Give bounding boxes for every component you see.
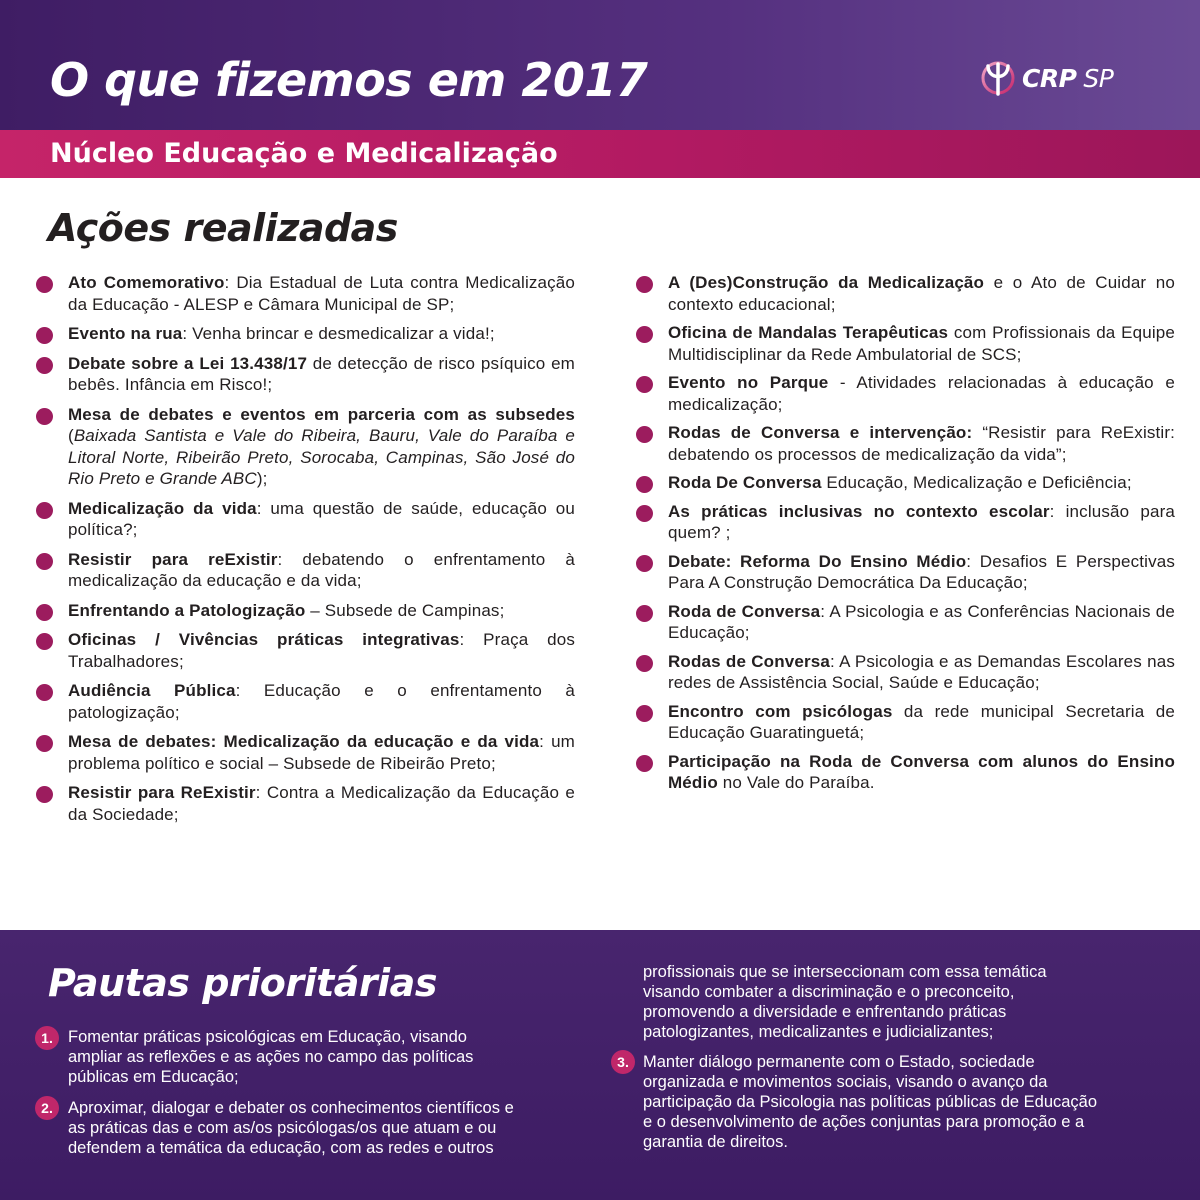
pauta-text	[68, 1027, 473, 1087]
item-title: Oficinas / Vivências práticas integrativas	[68, 630, 460, 649]
list-item	[668, 751, 1175, 794]
item-title: As práticas inclusivas no contexto escolar	[668, 501, 1050, 521]
item-title: Evento na rua	[68, 324, 183, 343]
bullet-icon	[636, 605, 653, 622]
pauta-number-badge: 2.	[35, 1096, 59, 1120]
item-title: Debate: Reforma Do Ensino Médio	[668, 551, 967, 571]
pautas-heading: Pautas prioritárias	[48, 961, 437, 1005]
list-item	[668, 272, 1175, 315]
item-title: Roda De Conversa	[668, 473, 822, 492]
list-item	[668, 322, 1175, 365]
bullet-icon	[36, 684, 53, 701]
bullet-icon	[636, 326, 653, 343]
item-text: );	[256, 469, 268, 488]
list-item	[68, 600, 575, 622]
pauta-line: públicas em Educação;	[68, 1068, 239, 1086]
pauta-line: organizada e movimentos sociais, visando o avanço da	[643, 1073, 1048, 1091]
list-item	[68, 731, 575, 774]
list-item	[668, 501, 1175, 544]
acoes-list-left	[68, 272, 575, 825]
item-title: Rodas de Conversa e intervenção:	[668, 423, 973, 442]
list-item	[68, 323, 575, 345]
bullet-icon	[636, 476, 653, 493]
pauta-text	[643, 962, 1047, 1042]
bullet-icon	[636, 376, 653, 393]
pauta-line: patologizantes, medicalizantes e judicializantes;	[643, 1023, 994, 1041]
item-title: Participação na Roda de Conversa com alunos do Ensino Médio	[668, 751, 1175, 792]
item-text: Educação, Medicalização e Deficiência;	[821, 473, 1132, 492]
bullet-icon	[36, 408, 53, 425]
bullet-icon	[636, 755, 653, 772]
list-item	[668, 651, 1175, 694]
item-text: : Dia Estadual de Luta contra Medicalização da Educação - ALESP e Câmara Municipal de SP;	[68, 273, 575, 314]
psi-icon	[978, 58, 1018, 98]
item-text: – Subsede de Campinas;	[305, 600, 505, 620]
item-title: Rodas de Conversa	[668, 651, 830, 671]
bullet-icon	[36, 786, 53, 803]
acoes-right-column	[668, 272, 1175, 801]
bullet-icon	[36, 502, 53, 519]
page-title: O que fizemos em 2017	[50, 53, 648, 107]
pauta-line: Fomentar práticas psicológicas em Educação, visando	[68, 1028, 467, 1046]
bullet-icon	[36, 327, 53, 344]
item-text: (	[68, 426, 74, 445]
item-title: Resistir para reExistir	[68, 549, 278, 569]
page-subtitle: Núcleo Educação e Medicalização	[50, 138, 558, 169]
pauta-line: ampliar as reflexões e as ações no campo das políticas	[68, 1048, 474, 1066]
item-text: no Vale do Paraíba.	[717, 773, 875, 792]
item-text: : um problema político e social – Subsede de Ribeirão Preto;	[68, 732, 575, 773]
item-title: Evento no Parque	[668, 373, 829, 392]
acoes-heading: Ações realizadas	[48, 206, 398, 250]
list-item	[668, 601, 1175, 644]
item-title: Ato Comemorativo	[68, 273, 225, 292]
pauta-line: garantia de direitos.	[643, 1133, 788, 1151]
list-item	[68, 498, 575, 541]
item-text: : Contra a Medicalização da Educação e da Sociedade;	[68, 783, 575, 824]
item-text: : uma questão de saúde, educação ou política?;	[68, 498, 575, 539]
list-item	[68, 782, 575, 825]
crp-sp-logo	[978, 58, 1113, 98]
item-text: : debatendo o enfrentamento à medicalização da educação e da vida;	[68, 549, 575, 590]
acoes-list-right	[668, 272, 1175, 794]
bullet-icon	[36, 276, 53, 293]
list-item	[68, 680, 575, 723]
bullet-icon	[36, 633, 53, 650]
bullet-icon	[36, 553, 53, 570]
subheader-banner	[0, 130, 1200, 178]
bullet-icon	[36, 357, 53, 374]
pauta-number-badge: 3.	[611, 1050, 635, 1074]
item-text: “Resistir para ReExistir: debatendo os processos de medicalização da vida”;	[668, 423, 1176, 464]
list-item	[68, 549, 575, 592]
item-text: : A Psicologia e as Conferências Nacionais de Educação;	[668, 601, 1175, 642]
pauta-line: Aproximar, dialogar e debater os conhecimentos científicos e	[68, 1099, 514, 1117]
bullet-icon	[36, 604, 53, 621]
item-title: Encontro com psicólogas	[668, 701, 893, 721]
pauta-number-badge: 1.	[35, 1026, 59, 1050]
pauta-line: participação da Psicologia nas políticas públicas de Educação	[643, 1093, 1098, 1111]
pauta-line: e o desenvolvimento de ações conjuntas para promoção e a	[643, 1113, 1085, 1131]
item-title: Resistir para ReExistir	[68, 783, 256, 802]
pauta-text	[643, 1052, 1097, 1152]
bullet-icon	[36, 735, 53, 752]
list-item	[68, 353, 575, 396]
list-item	[668, 372, 1175, 415]
logo-text: CRP SP	[1022, 63, 1114, 93]
item-title: Mesa de debates: Medicalização da educação e da vida	[68, 732, 540, 751]
bullet-icon	[636, 276, 653, 293]
item-text: : inclusão para quem? ;	[668, 501, 1175, 542]
item-title: Oficina de Mandalas Terapêuticas	[668, 323, 949, 342]
item-title: Enfrentando a Patologização	[68, 600, 306, 620]
bullet-icon	[636, 555, 653, 572]
pautas-section	[0, 930, 1200, 1200]
item-title: Debate sobre a Lei 13.438/17	[68, 353, 308, 373]
list-item	[668, 701, 1175, 744]
item-text: : Venha brincar e desmedicalizar a vida!;	[182, 324, 495, 343]
pauta-line: profissionais que se interseccionam com essa temática	[643, 963, 1047, 981]
item-title: Audiência Pública	[68, 681, 236, 700]
item-text: - Atividades relacionadas à educação e medicalização;	[668, 373, 1175, 414]
pauta-line: promovendo a diversidade e enfrentando práticas	[643, 1003, 1007, 1021]
item-text: com Profissionais da Equipe Multidisciplinar da Rede Ambulatorial de SCS;	[668, 323, 1175, 364]
item-text: da rede municipal Secretaria de Educação Guaratinguetá;	[668, 701, 1175, 742]
item-title: Medicalização da vida	[68, 498, 257, 518]
item-text: : Praça dos Trabalhadores;	[68, 630, 576, 671]
pauta-line: as práticas das e com as/os psicólogas/os que atuam e ou	[68, 1119, 497, 1137]
bullet-icon	[636, 655, 653, 672]
pauta-line: Manter diálogo permanente com o Estado, sociedade	[643, 1053, 1035, 1071]
item-text: e o Ato de Cuidar no contexto educacional;	[668, 273, 1176, 314]
list-item	[668, 551, 1175, 594]
header-banner	[0, 0, 1200, 130]
acoes-left-column	[68, 272, 575, 833]
item-text: : Desafios E Perspectivas Para A Construção Democrática Da Educação;	[668, 551, 1175, 592]
item-text: : Educação e o enfrentamento à patologização;	[68, 681, 575, 722]
bullet-icon	[636, 705, 653, 722]
item-title: A (Des)Construção da Medicalização	[668, 273, 985, 292]
item-title: Roda de Conversa	[668, 601, 821, 621]
item-title: Mesa de debates e eventos em parceria com as subsedes	[68, 404, 575, 424]
item-italic-text: Baixada Santista e Vale do Ribeira, Bauru, Vale do Paraíba e Litoral Norte, Ribeirão Preto, Sorocaba, Campinas, São José do Rio Preto e Grande ABC	[68, 426, 575, 488]
bullet-icon	[636, 505, 653, 522]
pauta-line: defendem a temática da educação, com as redes e outros	[68, 1139, 494, 1157]
item-text: : A Psicologia e as Demandas Escolares nas redes de Assistência Social, Saúde e Educação;	[668, 651, 1175, 692]
pauta-line: visando combater a discriminação e o preconceito,	[643, 983, 1015, 1001]
list-item	[68, 629, 575, 672]
item-text: de detecção de risco psíquico em bebês. Infância em Risco!;	[68, 353, 575, 394]
list-item	[668, 422, 1175, 465]
list-item	[668, 472, 1175, 494]
list-item	[68, 272, 575, 315]
list-item	[68, 404, 575, 490]
bullet-icon	[636, 426, 653, 443]
pauta-text	[68, 1098, 514, 1158]
